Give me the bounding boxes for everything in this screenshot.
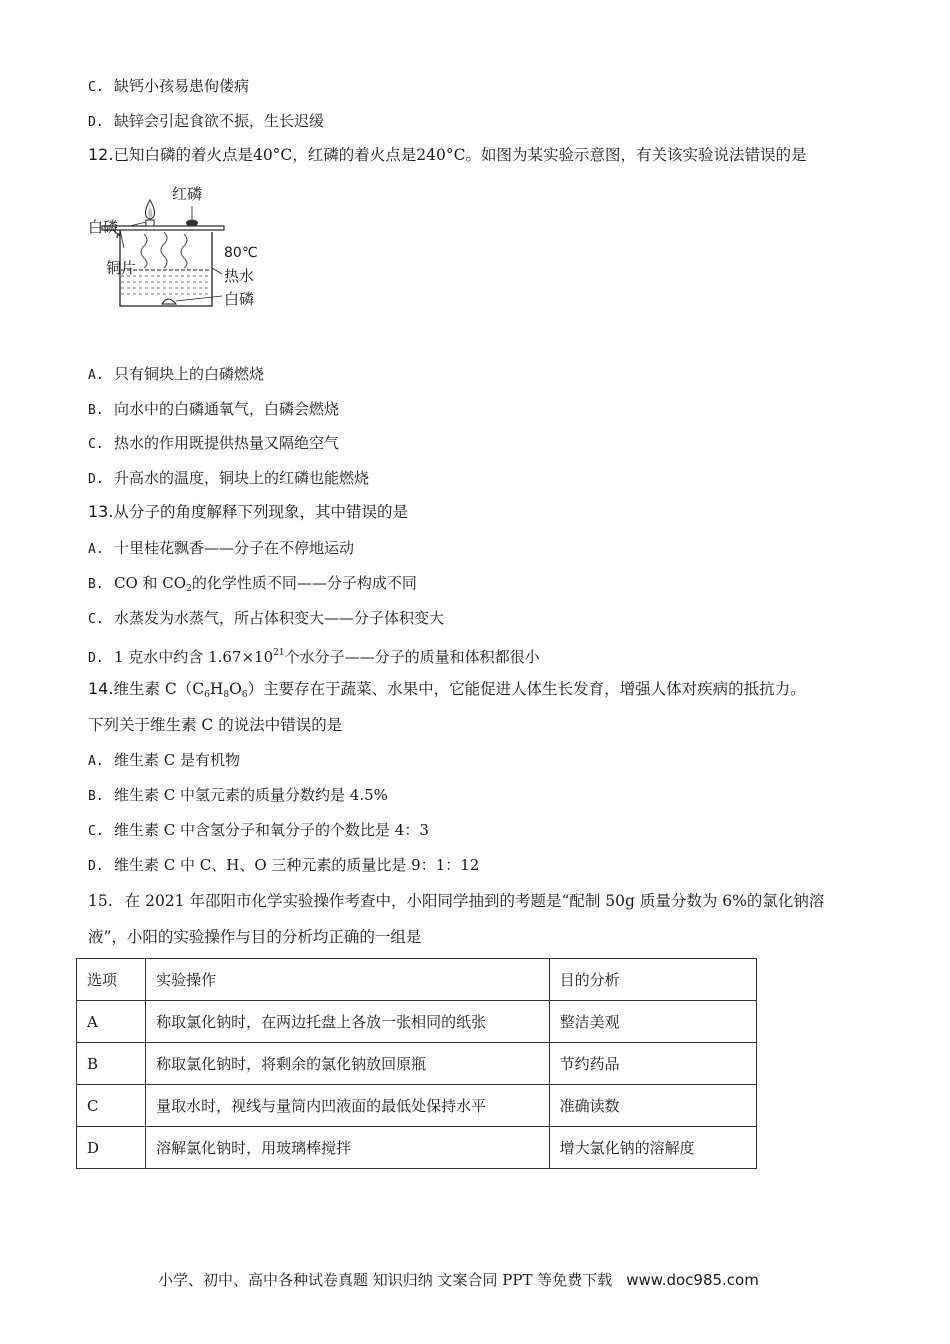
footer-text: 小学、初中、高中各种试卷真题 知识归纳 文案合同 PPT 等免费下载 (158, 1271, 613, 1289)
question-text: 从分子的角度解释下列现象，其中错误的是 (113, 503, 408, 521)
label-copper-plate: 铜片 (106, 259, 137, 277)
table-cell: 溶解氯化钠时，用玻璃棒搅拌 (146, 1127, 550, 1169)
question-text: 已知白磷的着火点是40°C，红磷的着火点是240°C。如图为某实验示意图，有关该实验说法错误的是 (113, 146, 807, 164)
table-cell: 节约药品 (549, 1043, 756, 1085)
q14-option-a (88, 750, 240, 772)
formula-h: H (209, 680, 224, 698)
subscript: 6 (241, 690, 248, 700)
question-number: 12. (88, 145, 114, 164)
q12-option-d (88, 468, 369, 490)
question-text: 维生素 C（C (113, 680, 205, 698)
q14-option-b (88, 785, 388, 807)
table-cell: 量取水时，视线与量筒内凹液面的最低处保持水平 (146, 1085, 550, 1127)
q11-option-c (88, 76, 249, 98)
label-white-phosphorus-top: 白磷 (88, 218, 119, 236)
option-text: 向水中的白磷通氧气，白磷会燃烧 (114, 400, 340, 418)
option-text: 水蒸发为水蒸气，所占体积变大——分子体积变大 (114, 609, 445, 627)
q13-stem (88, 502, 408, 522)
q15-stem (88, 891, 824, 911)
q14-option-c (88, 820, 429, 842)
label-hot-water: 热水 (224, 267, 255, 285)
q15-stem-line2: 液”，小阳的实验操作与目的分析均正确的一组是 (88, 928, 422, 946)
formula-o: O (229, 680, 242, 698)
question-number: 13. (88, 502, 114, 521)
table-row (77, 1085, 757, 1127)
option-letter: C. (88, 437, 104, 452)
option-letter: C. (88, 824, 104, 839)
option-letter: D. (88, 115, 104, 130)
q11-option-d (88, 111, 324, 133)
label-temperature: 80℃ (224, 245, 258, 261)
option-text: 维生素 C 是有机物 (114, 751, 241, 769)
option-text: 缺钙小孩易患佝偻病 (114, 77, 250, 95)
option-text: 维生素 C 中含氢分子和氧分子的个数比是 4：3 (114, 821, 429, 839)
subscript: 2 (186, 584, 192, 594)
option-letter: D. (88, 651, 104, 666)
label-white-phosphorus-bottom: 白磷 (224, 290, 255, 308)
option-text-cont: 的化学性质不同——分子构成不同 (191, 574, 417, 592)
white-phosphorus-in-water (162, 299, 176, 304)
option-letter: D. (88, 859, 104, 874)
table-cell: 增大氯化钠的溶解度 (549, 1127, 756, 1169)
q14-option-d (88, 855, 479, 877)
white-phosphorus-on-plate (146, 220, 154, 226)
subscript: 8 (223, 690, 230, 700)
q15-options-table (76, 958, 757, 1169)
table-header-cell: 实验操作 (146, 959, 550, 1001)
footer-link[interactable]: www.doc985.com (626, 1271, 759, 1289)
q13-option-c (88, 608, 444, 630)
table-row (77, 1043, 757, 1085)
q12-stem (88, 145, 806, 165)
table-cell: C (77, 1085, 146, 1127)
option-letter: C. (88, 612, 104, 627)
table-cell: B (77, 1043, 146, 1085)
red-phosphorus (186, 220, 198, 227)
q13-option-b (88, 573, 417, 599)
q12-experiment-figure (84, 182, 284, 312)
question-text: 在 2021 年邵阳市化学实验操作考查中，小阳同学抽到的考题是“配制 50g 质量分数为 6%的氯化钠溶 (124, 892, 825, 910)
option-text: 热水的作用既提供热量又隔绝空气 (114, 434, 340, 452)
page-footer (158, 1269, 759, 1290)
option-letter: A. (88, 542, 104, 557)
steam (141, 234, 147, 268)
option-text: 升高水的温度，铜块上的红磷也能燃烧 (114, 469, 370, 487)
superscript: 21 (273, 648, 285, 658)
option-letter: A. (88, 368, 104, 383)
table-cell: D (77, 1127, 146, 1169)
table-cell: A (77, 1001, 146, 1043)
option-letter: D. (88, 472, 104, 487)
option-text: CO 和 CO (114, 574, 187, 592)
option-text: 维生素 C 中氢元素的质量分数约是 4.5% (114, 786, 388, 804)
table-header-cell: 目的分析 (549, 959, 756, 1001)
q12-option-c (88, 433, 339, 455)
option-letter: C. (88, 80, 104, 95)
option-letter: A. (88, 754, 104, 769)
subscript: 6 (204, 690, 210, 700)
option-text-cont: 个水分子——分子的质量和体积都很小 (284, 648, 540, 666)
question-number: 14. (88, 679, 114, 698)
table-cell: 准确读数 (549, 1085, 756, 1127)
table-cell: 整洁美观 (549, 1001, 756, 1043)
option-letter: B. (88, 577, 104, 592)
option-text: 只有铜块上的白磷燃烧 (114, 365, 265, 383)
table-header-cell: 选项 (77, 959, 146, 1001)
copper-plate (102, 226, 224, 230)
option-letter: B. (88, 789, 104, 804)
option-text: 十里桂花飘香——分子在不停地运动 (114, 539, 355, 557)
table-row (77, 1127, 757, 1169)
option-text: 缺锌会引起食欲不振，生长迟缓 (114, 112, 325, 130)
table-cell: 称取氯化钠时，在两边托盘上各放一张相同的纸张 (146, 1001, 550, 1043)
q13-option-a (88, 538, 354, 560)
q14-stem-line2: 下列关于维生素 C 的说法中错误的是 (88, 716, 343, 734)
q14-stem (88, 679, 806, 705)
question-text-cont: ）主要存在于蔬菜、水果中，它能促进人体生长发育，增强人体对疾病的抵抗力。 (247, 680, 806, 698)
label-red-phosphorus: 红磷 (172, 185, 203, 203)
q13-option-d (88, 643, 540, 669)
table-row (77, 1001, 757, 1043)
option-letter: B. (88, 403, 104, 418)
table-header-row (77, 959, 757, 1001)
question-number: 15. (88, 892, 113, 910)
option-text: 维生素 C 中 C、H、O 三种元素的质量比是 9：1：12 (114, 856, 480, 874)
q12-option-b (88, 399, 339, 421)
table-cell: 称取氯化钠时，将剩余的氯化钠放回原瓶 (146, 1043, 550, 1085)
q12-option-a (88, 364, 264, 386)
option-text: 1 克水中约含 1.67×10 (114, 648, 274, 666)
